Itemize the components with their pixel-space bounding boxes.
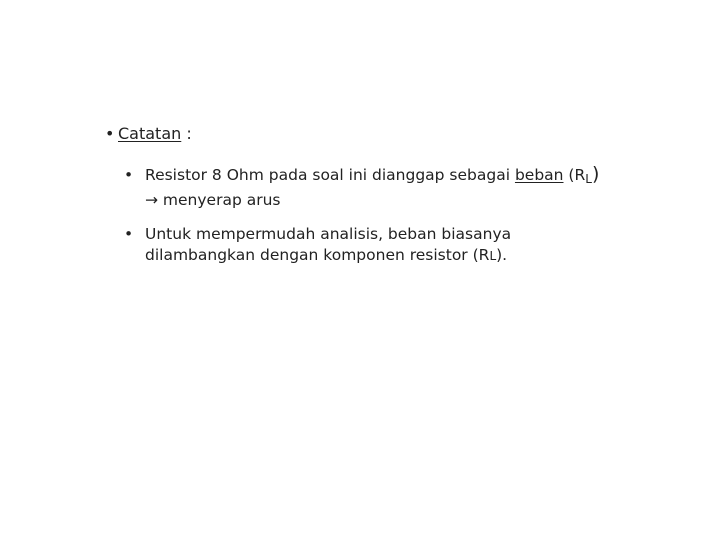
- note-item-load-resistor: [124, 164, 599, 211]
- note-item-line: [124, 224, 511, 245]
- note-item-line-2: [124, 190, 599, 211]
- bullet: •: [105, 124, 115, 143]
- item-subscript: L: [585, 172, 592, 186]
- item-text: Resistor 8 Ohm pada soal ini dianggap sebagai: [145, 166, 515, 184]
- bullet: •: [124, 166, 134, 184]
- item-subscript: L: [489, 249, 497, 263]
- arrow-right-icon: →: [145, 191, 158, 209]
- bullet: •: [124, 225, 134, 243]
- item-paren-open: (R: [563, 166, 586, 184]
- item-text-line2-b: ).: [496, 246, 508, 264]
- note-heading: [105, 124, 192, 144]
- note-heading-label: Catatan: [118, 124, 182, 143]
- item-text-line2-a: dilambangkan dengan komponen resistor (R: [145, 246, 490, 264]
- note-item-line: [124, 164, 599, 190]
- item-text-line1: Untuk mempermudah analisis, beban biasanya: [145, 225, 512, 243]
- item-underlined-term: beban: [514, 166, 564, 184]
- item-text-line2: menyerap arus: [158, 191, 281, 209]
- item-paren-close: ): [591, 163, 600, 185]
- note-item-line-2: [124, 245, 511, 267]
- note-heading-colon: :: [181, 124, 192, 143]
- note-item-analysis: [124, 224, 511, 267]
